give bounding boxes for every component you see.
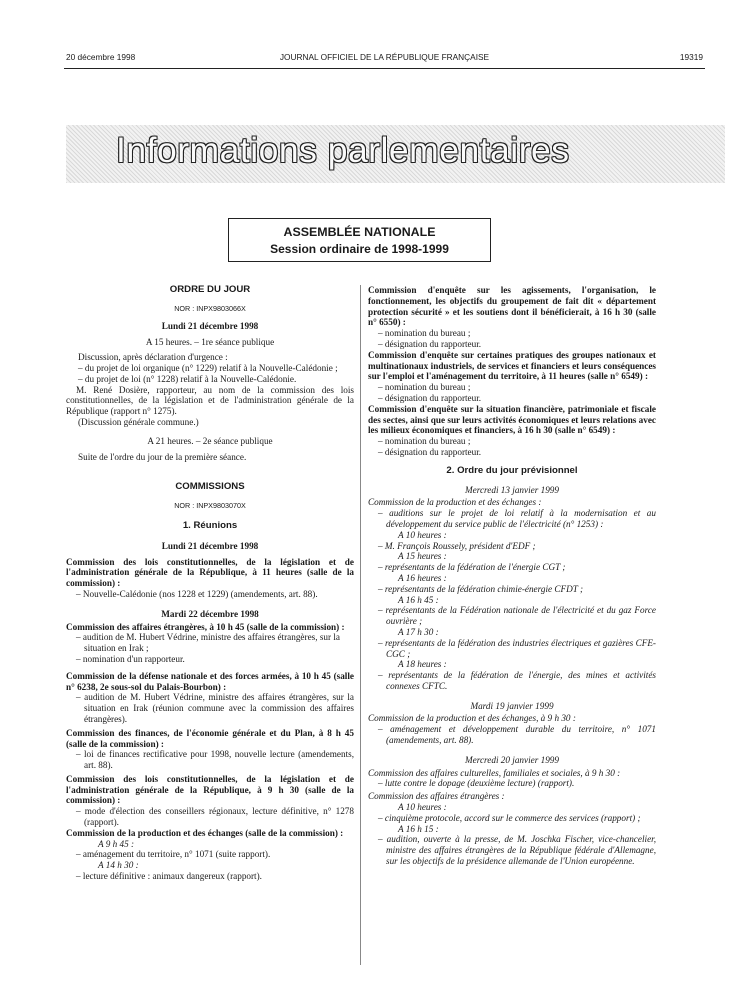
header-page-number: 19319 [679, 52, 703, 62]
list-item: – nomination du bureau ; [378, 382, 471, 393]
list-item: – représentants de la fédération des industries électriques et gazières CFE-CGC ; [378, 637, 656, 659]
commission-entry: Commission d'enquête sur les agissements, l'organisation, le fonctionnement, les objectifs du groupement de fait dit « département protection sécurité » et les soutiens dont il bénéficierait, à 16 h 30 (salle n° 6550) : [368, 285, 656, 328]
time-label: A 16 heures : [398, 572, 447, 583]
list-item: – cinquième protocole, accord sur le commerce des services (rapport) ; [378, 812, 641, 823]
time-label: A 16 h 45 : [398, 594, 439, 605]
time-label: A 14 h 30 : [98, 860, 139, 871]
list-item: – auditions sur le projet de loi relatif à la modernisation et au développement du service public de l'électricité (n° 1253) : [378, 508, 656, 529]
list-item: – aménagement du territoire, n° 1071 (suite rapport). [76, 849, 271, 860]
list-item: – Nouvelle-Calédonie (nos 1228 et 1229) (amendements, art. 88). [76, 588, 318, 599]
list-item: – désignation du rapporteur. [378, 446, 482, 457]
paragraph: (Discussion générale commune.) [78, 416, 199, 427]
paragraph: Discussion, après déclaration d'urgence : [78, 352, 228, 363]
commission-entry: Commission des affaires étrangères : [368, 791, 505, 802]
list-item: – audition de M. Hubert Védrine, ministre des affaires étrangères, sur la situation en Irak (réunion commune avec la commission des affaires étrangères). [76, 692, 354, 724]
day-heading: Mardi 22 décembre 1998 [161, 608, 259, 619]
day-heading: Lundi 21 décembre 1998 [161, 540, 259, 551]
commission-entry: Commission de la production et des échanges : [368, 497, 542, 508]
session-time: A 21 heures. – 2e séance publique [147, 435, 273, 446]
subsection-heading: 2. Ordre du jour prévisionnel [446, 464, 578, 476]
time-label: A 17 h 30 : [398, 626, 439, 637]
section-banner [66, 125, 725, 183]
commission-entry: Commission de la production et des échanges, à 9 h 30 : [368, 713, 576, 724]
list-item: – lutte contre le dopage (deuxième lecture) (rapport). [378, 778, 575, 789]
running-header [66, 52, 703, 66]
time-label: A 10 heures : [398, 529, 447, 540]
list-item: – nomination du bureau ; [378, 328, 471, 339]
commission-entry: Commission d'enquête sur certaines pratiques des groupes nationaux et multinationaux industriels, de services et financiers et leurs conséquences sur l'emploi et l'aménagement du territoire, à 11 heures (salle n° 6549) : [368, 349, 656, 382]
commission-entry: Commission des lois constitutionnelles, de la législation et de l'administration générale de la République, à 9 h 30 (salle de la commission) : [66, 773, 354, 806]
list-item: – représentants de la Fédération nationale de l'électricité et du gaz Force ouvrière ; [378, 605, 656, 627]
list-item: – aménagement et développement durable du territoire, n° 1071 (amendements, art. 88). [378, 724, 656, 746]
nor-reference: NOR : INPX9803066X [174, 303, 246, 313]
paragraph: M. René Dosière, rapporteur, au nom de la commission des lois constitutionnelles, de la législation et de l'administration générale de la République (rapport n° 1275). [66, 384, 354, 417]
list-item: – du projet de loi (n° 1228) relatif à la Nouvelle-Calédonie. [78, 373, 297, 384]
time-label: A 18 heures : [398, 659, 447, 670]
day-heading: Mercredi 20 janvier 1999 [465, 754, 559, 765]
subsection-heading: 1. Réunions [182, 519, 238, 531]
assembly-name: ASSEMBLÉE NATIONALE [283, 225, 436, 239]
commission-entry: Commission de la défense nationale et des forces armées, à 10 h 45 (salle n° 6238, 2e sous-sol du Palais-Bourbon) : [66, 670, 354, 692]
header-journal-title: JOURNAL OFFICIEL DE LA RÉPUBLIQUE FRANÇAISE [279, 52, 490, 62]
commission-entry: Commission des lois constitutionnelles, de la législation et de l'administration générale de la République, à 11 heures (salle de la commission) : [66, 556, 354, 589]
ordre-du-jour-title: ORDRE DU JOUR [169, 284, 251, 295]
day-heading: Mardi 19 janvier 1999 [470, 700, 554, 711]
commission-entry: Commission de la production et des échanges (salle de la commission) : [66, 827, 344, 838]
list-item: – désignation du rapporteur. [378, 392, 482, 403]
paragraph: Suite de l'ordre du jour de la première séance. [78, 451, 247, 462]
banner-title: Informations parlementaires [116, 130, 570, 170]
list-item: – nomination du bureau ; [378, 436, 471, 447]
nor-reference: NOR : INPX9803070X [174, 501, 246, 511]
list-item: – audition de M. Hubert Védrine, ministre des affaires étrangères, sur la situation en Irak ; [76, 632, 340, 654]
day-heading: Mercredi 13 janvier 1999 [465, 484, 559, 495]
list-item: – du projet de loi organique (n° 1229) relatif à la Nouvelle-Calédonie ; [78, 362, 338, 373]
list-item: – lecture définitive : animaux dangereux (rapport). [76, 871, 262, 882]
time-label: A 16 h 15 : [398, 823, 439, 834]
list-item: – représentants de la fédération de l'énergie CGT ; [378, 562, 566, 573]
session-name: Session ordinaire de 1998-1999 [270, 242, 449, 256]
header-date: 20 décembre 1998 [66, 52, 136, 62]
list-item: – désignation du rapporteur. [378, 338, 482, 349]
commission-entry: Commission d'enquête sur la situation financière, patrimoniale et fiscale des sectes, ainsi que sur leurs activités économiques et leurs relations avec les milieux économiques et financiers, à 16 h 30 (salle n° 6549) : [368, 403, 657, 436]
right-column [368, 285, 656, 867]
commission-entry: Commission des affaires culturelles, familiales et sociales, à 9 h 30 : [368, 767, 621, 778]
list-item: – mode d'élection des conseillers régionaux, lecture définitive, n° 1278 (rapport). [76, 806, 354, 828]
list-item: – représentants de la fédération chimie-énergie CFDT ; [378, 583, 584, 594]
time-label: A 9 h 45 : [98, 838, 135, 849]
commission-entry: Commission des finances, de l'économie générale et du Plan, à 8 h 45 (salle de la commission) : [66, 727, 354, 749]
commissions-title: COMMISSIONS [175, 481, 245, 493]
left-column [66, 285, 354, 882]
time-label: A 15 heures : [398, 551, 447, 562]
list-item: – M. François Roussely, président d'EDF ; [378, 540, 536, 551]
time-label: A 10 heures : [398, 802, 447, 813]
list-item: – représentants de la fédération de l'énergie, des mines et activités connexes CFTC. [378, 670, 656, 691]
session-time: A 15 heures. – 1re séance publique [145, 337, 275, 348]
list-item: – loi de finances rectificative pour 1998, nouvelle lecture (amendements, art. 88). [76, 749, 354, 771]
day-heading: Lundi 21 décembre 1998 [161, 320, 259, 331]
column-divider [360, 285, 361, 965]
list-item: – nomination d'un rapporteur. [76, 653, 185, 664]
commission-entry: Commission des affaires étrangères, à 10 h 45 (salle de la commission) : [66, 621, 345, 632]
assembly-box [228, 218, 491, 262]
list-item: – audition, ouverte à la presse, de M. Joschka Fischer, vice-chancelier, ministre des affaires étrangères de la République fédérale d'Allemagne, sur les objectifs de la présidence allemande de l'Union européenne. [378, 834, 656, 867]
header-rule [64, 68, 705, 69]
